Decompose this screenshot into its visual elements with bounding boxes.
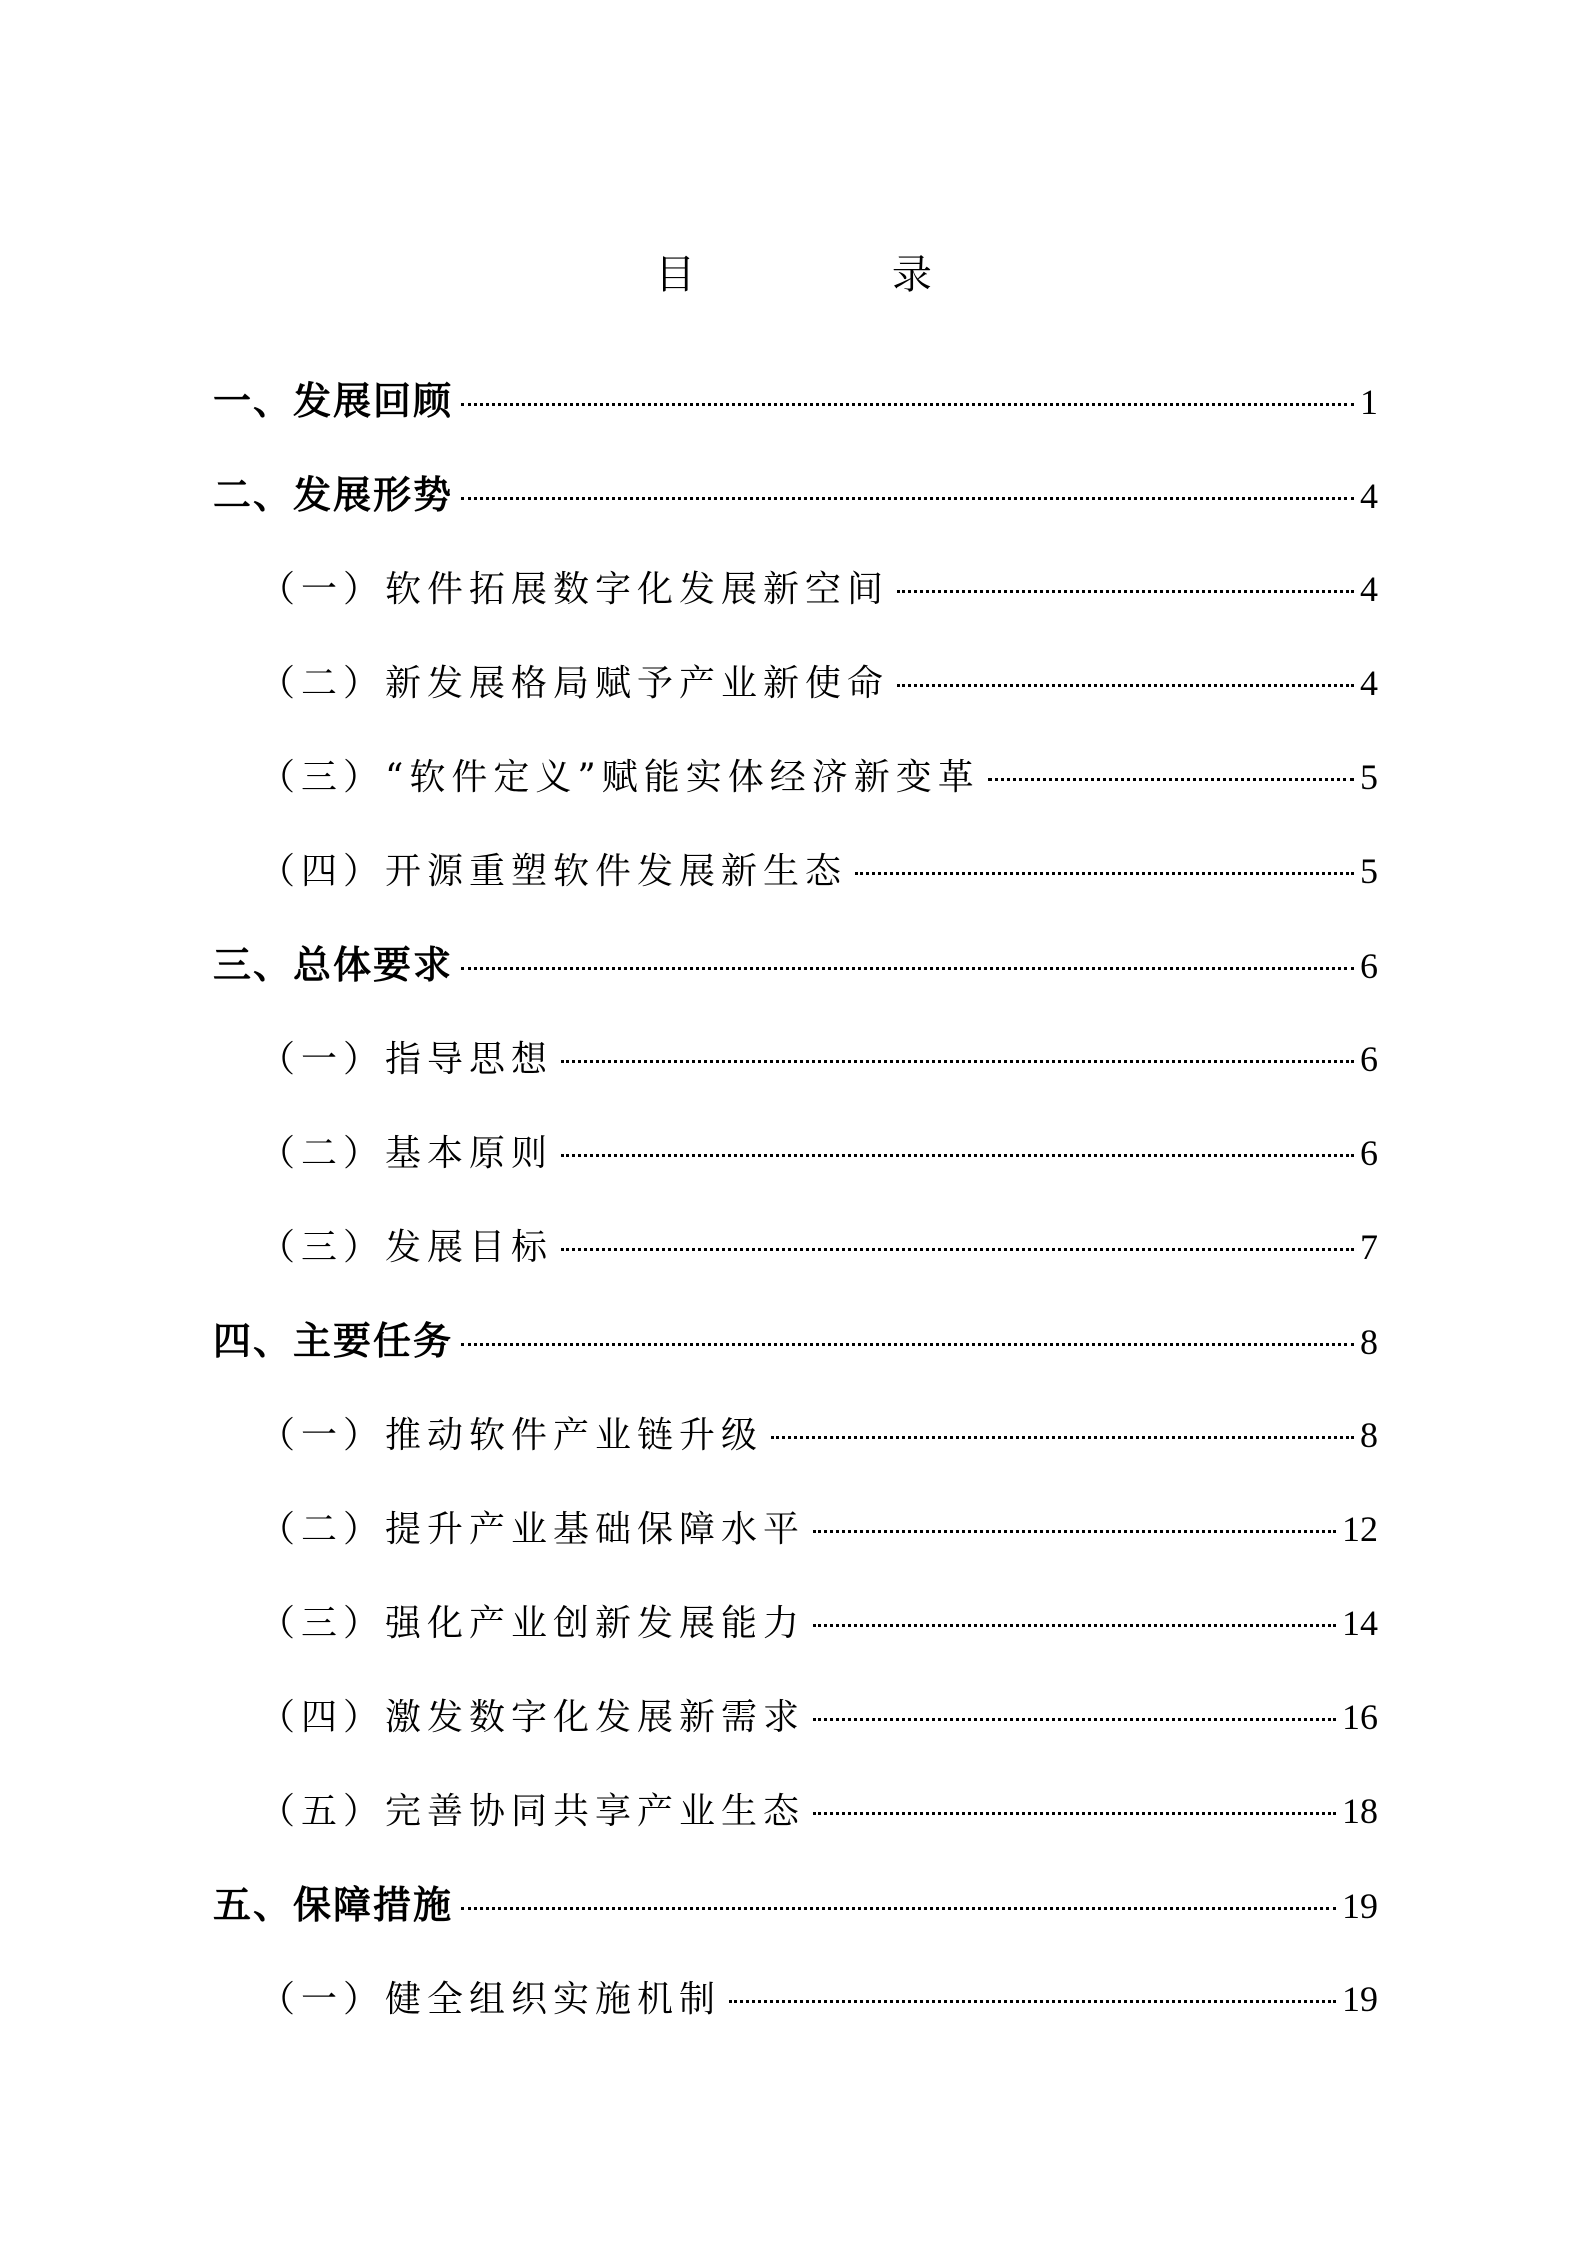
toc-subentry[interactable] [213, 1682, 1378, 1776]
toc-dot-leader [729, 2000, 1336, 2003]
toc-dot-leader [813, 1812, 1336, 1815]
toc-entry-label: （五）完善协同共享产业生态 [259, 1791, 806, 1832]
toc-page-number: 4 [1360, 663, 1378, 703]
toc-page-number: 6 [1360, 1039, 1378, 1079]
toc-entry-label: （四）开源重塑软件发展新生态 [259, 851, 848, 892]
toc-subentry[interactable] [213, 1964, 1378, 2058]
toc-entry-label: （一）指导思想 [259, 1039, 554, 1080]
toc-entry-label: （三）发展目标 [259, 1227, 554, 1268]
toc-entry-label: 五、保障措施 [213, 1883, 454, 1927]
toc-entry-label: （一）健全组织实施机制 [259, 1979, 722, 2020]
toc-subentry[interactable] [213, 648, 1378, 742]
toc-entry-label: 一、发展回顾 [213, 379, 454, 423]
toc-entry[interactable] [213, 1306, 1378, 1400]
toc-entry-label: （一）推动软件产业链升级 [259, 1415, 764, 1456]
table-of-contents [213, 366, 1378, 2058]
toc-page-number: 7 [1360, 1227, 1378, 1267]
toc-dot-leader [897, 590, 1354, 593]
toc-dot-leader [561, 1248, 1354, 1251]
toc-dot-leader [461, 403, 1354, 406]
toc-subentry[interactable] [213, 1776, 1378, 1870]
toc-subentry[interactable] [213, 1588, 1378, 1682]
toc-dot-leader [461, 1343, 1354, 1346]
toc-entry-label: 三、总体要求 [213, 943, 454, 987]
toc-dot-leader [771, 1436, 1354, 1439]
toc-entry-label: 四、主要任务 [213, 1319, 454, 1363]
toc-page-number: 6 [1360, 1133, 1378, 1173]
toc-subentry[interactable] [213, 836, 1378, 930]
toc-subentry[interactable] [213, 1494, 1378, 1588]
toc-entry-label: （三）“软件定义”赋能实体经济新变革 [259, 757, 980, 798]
toc-subentry[interactable] [213, 1024, 1378, 1118]
toc-page-number: 1 [1360, 382, 1378, 422]
toc-entry-label: （二）基本原则 [259, 1133, 554, 1174]
toc-page-number: 5 [1360, 851, 1378, 891]
toc-subentry[interactable] [213, 554, 1378, 648]
toc-entry[interactable] [213, 460, 1378, 554]
toc-page-number: 6 [1360, 946, 1378, 986]
toc-page-number: 4 [1360, 476, 1378, 516]
toc-entry-label: （三）强化产业创新发展能力 [259, 1603, 806, 1644]
toc-entry-label: 二、发展形势 [213, 473, 454, 517]
toc-page-number: 19 [1342, 1979, 1378, 2019]
toc-entry-label: （二）新发展格局赋予产业新使命 [259, 663, 890, 704]
toc-page-number: 4 [1360, 569, 1378, 609]
toc-page-number: 5 [1360, 757, 1378, 797]
toc-subentry[interactable] [213, 1400, 1378, 1494]
toc-entry[interactable] [213, 930, 1378, 1024]
toc-page-number: 19 [1342, 1886, 1378, 1926]
toc-dot-leader [461, 497, 1354, 500]
toc-dot-leader [988, 778, 1354, 781]
toc-dot-leader [561, 1060, 1354, 1063]
toc-entry[interactable] [213, 1870, 1378, 1964]
toc-entry-label: （四）激发数字化发展新需求 [259, 1697, 806, 1738]
toc-subentry[interactable] [213, 1118, 1378, 1212]
toc-title: 目 录 [655, 252, 1024, 298]
toc-dot-leader [813, 1530, 1336, 1533]
toc-dot-leader [813, 1718, 1336, 1721]
toc-page-number: 8 [1360, 1415, 1378, 1455]
toc-dot-leader [855, 872, 1354, 875]
toc-page-number: 14 [1342, 1603, 1378, 1643]
toc-dot-leader [561, 1154, 1354, 1157]
toc-dot-leader [461, 1907, 1336, 1910]
toc-subentry[interactable] [213, 1212, 1378, 1306]
toc-entry[interactable] [213, 366, 1378, 460]
toc-page-number: 18 [1342, 1791, 1378, 1831]
toc-dot-leader [461, 967, 1354, 970]
toc-subentry[interactable] [213, 742, 1378, 836]
toc-page-number: 16 [1342, 1697, 1378, 1737]
toc-dot-leader [897, 684, 1354, 687]
toc-entry-label: （一）软件拓展数字化发展新空间 [259, 569, 890, 610]
toc-page-number: 12 [1342, 1509, 1378, 1549]
toc-dot-leader [813, 1624, 1336, 1627]
toc-page-number: 8 [1360, 1322, 1378, 1362]
toc-entry-label: （二）提升产业基础保障水平 [259, 1509, 806, 1550]
